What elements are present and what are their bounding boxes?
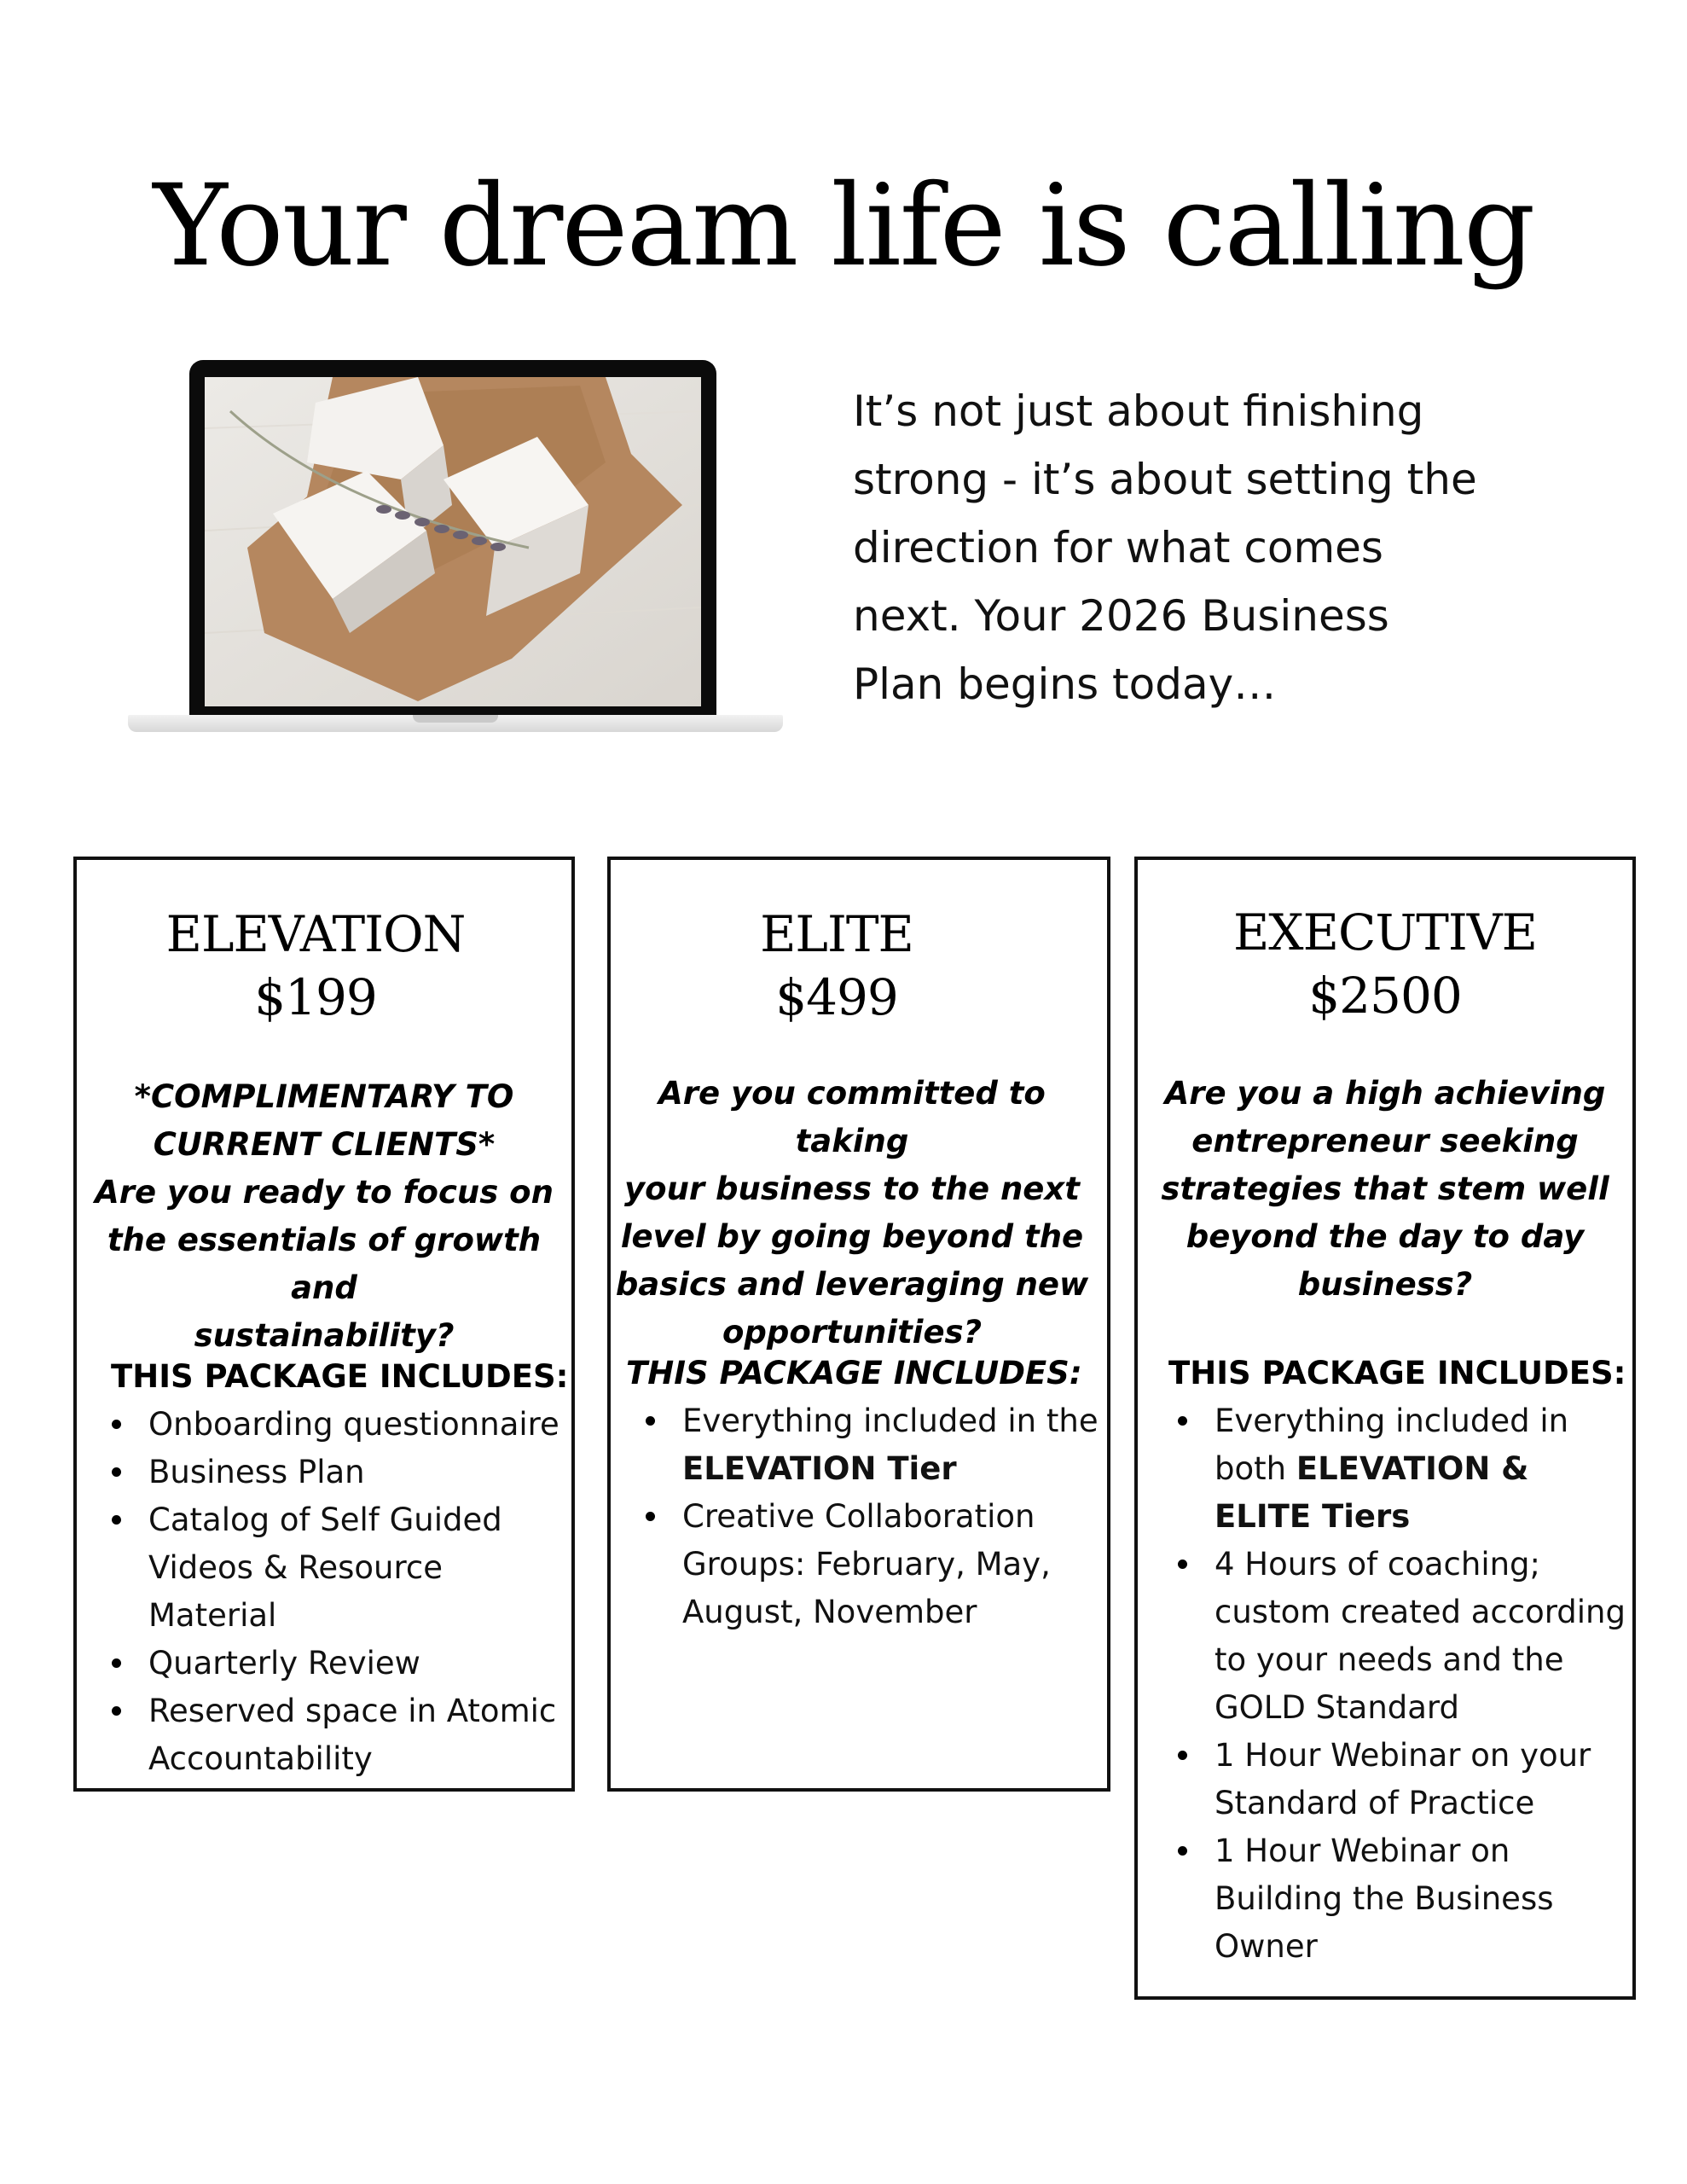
bullet-icon xyxy=(1178,1751,1187,1760)
feature-text: Catalog of Self Guided xyxy=(148,1502,502,1538)
gift-boxes-photo-icon xyxy=(205,377,701,706)
package-price: $2500 xyxy=(1308,967,1462,1025)
intro-text xyxy=(853,377,1535,718)
feature-text: Onboarding questionnaire xyxy=(148,1406,559,1443)
package-feature-list xyxy=(148,1401,575,1783)
feature-text: Everything included in the xyxy=(682,1403,1099,1439)
pitch-line: opportunities? xyxy=(722,1314,983,1350)
feature-text: Material xyxy=(148,1597,277,1634)
feature-item xyxy=(148,1496,575,1640)
package-feature-list xyxy=(1215,1397,1632,1971)
package-feature-list xyxy=(682,1397,1109,1636)
pitch-line: sustainability? xyxy=(194,1317,455,1354)
laptop-notch xyxy=(413,715,498,723)
package-price: $199 xyxy=(254,968,377,1026)
feature-item xyxy=(1215,1732,1632,1827)
feature-text: both xyxy=(1215,1450,1296,1487)
package-price: $499 xyxy=(775,968,898,1026)
bullet-icon xyxy=(112,1420,121,1429)
laptop-screen-photo xyxy=(205,377,701,706)
pitch-line: entrepreneur seeking xyxy=(1191,1123,1579,1159)
package-tier-name: ELEVATION xyxy=(165,905,466,963)
feature-text: 1 Hour Webinar on your xyxy=(1215,1737,1591,1774)
feature-item xyxy=(148,1449,575,1496)
package-pitch xyxy=(77,1073,571,1360)
bullet-icon xyxy=(112,1467,121,1477)
feature-text: Business Plan xyxy=(148,1454,365,1490)
feature-text: Creative Collaboration xyxy=(682,1498,1035,1535)
pitch-line: basics and leveraging new xyxy=(615,1266,1089,1303)
pitch-line: beyond the day to day xyxy=(1186,1218,1585,1255)
intro-line: Plan begins today… xyxy=(853,659,1277,709)
bullet-icon xyxy=(1178,1416,1187,1426)
package-tier-name: ELITE xyxy=(760,905,913,963)
package-tier-name: EXECUTIVE xyxy=(1232,903,1538,961)
bullet-icon xyxy=(112,1706,121,1716)
feature-text: Reserved space in Atomic xyxy=(148,1693,557,1729)
pitch-line: Are you committed to taking xyxy=(658,1075,1046,1159)
pitch-line: Are you a high achieving xyxy=(1164,1075,1606,1112)
feature-text: Everything included in xyxy=(1215,1403,1569,1439)
feature-item xyxy=(1215,1397,1632,1541)
feature-text: Groups: February, May, xyxy=(682,1546,1051,1583)
feature-item xyxy=(1215,1827,1632,1971)
feature-text: custom created according xyxy=(1215,1594,1626,1630)
includes-label: THIS PACKAGE INCLUDES: xyxy=(1168,1355,1626,1391)
includes-label: THIS PACKAGE INCLUDES: xyxy=(626,1355,1082,1391)
intro-line: strong - it’s about setting the xyxy=(853,455,1477,504)
package-pitch xyxy=(1138,1070,1632,1309)
pitch-line: level by going beyond the xyxy=(620,1218,1084,1255)
feature-text: GOLD Standard xyxy=(1215,1689,1459,1726)
feature-item xyxy=(682,1493,1109,1636)
pitch-line: *COMPLIMENTARY TO xyxy=(134,1078,514,1115)
intro-line: It’s not just about finishing xyxy=(853,386,1424,436)
feature-text: Standard of Practice xyxy=(1215,1785,1535,1821)
pitch-line: your business to the next xyxy=(624,1170,1080,1207)
package-pitch xyxy=(611,1070,1093,1356)
feature-item xyxy=(148,1640,575,1687)
feature-text: Quarterly Review xyxy=(148,1645,420,1682)
bullet-icon xyxy=(112,1515,121,1525)
feature-text: Owner xyxy=(1215,1928,1318,1965)
pitch-line: CURRENT CLIENTS* xyxy=(153,1126,496,1163)
feature-item xyxy=(148,1687,575,1783)
pitch-line: Are you ready to focus on xyxy=(95,1174,554,1211)
pitch-line: the essentials of growth and xyxy=(107,1222,542,1306)
includes-label: THIS PACKAGE INCLUDES: xyxy=(111,1358,569,1395)
pitch-line: business? xyxy=(1297,1266,1473,1303)
package-card-elevation xyxy=(73,857,575,1792)
intro-line: direction for what comes xyxy=(853,523,1383,572)
intro-line: next. Your 2026 Business xyxy=(853,591,1389,641)
bullet-icon xyxy=(1178,1846,1187,1856)
feature-text-bold: ELITE Tiers xyxy=(1215,1498,1411,1535)
bullet-icon xyxy=(1178,1560,1187,1569)
feature-text: Building the Business xyxy=(1215,1880,1554,1917)
feature-text: 4 Hours of coaching; xyxy=(1215,1546,1541,1583)
feature-text: 1 Hour Webinar on xyxy=(1215,1833,1510,1869)
feature-text-bold: ELEVATION Tier xyxy=(682,1450,957,1487)
bullet-icon xyxy=(646,1512,655,1521)
feature-item xyxy=(682,1397,1109,1493)
package-card-elite xyxy=(607,857,1110,1792)
page-headline: Your dream life is calling xyxy=(153,160,1534,292)
feature-text: August, November xyxy=(682,1594,977,1630)
feature-item xyxy=(148,1401,575,1449)
bullet-icon xyxy=(646,1416,655,1426)
pitch-line: strategies that stem well xyxy=(1161,1170,1609,1207)
feature-text: to your needs and the xyxy=(1215,1641,1564,1678)
feature-text: Videos & Resource xyxy=(148,1549,443,1586)
feature-text-bold: ELEVATION & xyxy=(1296,1450,1529,1487)
feature-text: Accountability xyxy=(148,1740,373,1777)
laptop-mockup-image xyxy=(128,360,785,735)
bullet-icon xyxy=(112,1658,121,1668)
feature-item xyxy=(1215,1541,1632,1732)
package-card-executive xyxy=(1134,857,1636,2000)
